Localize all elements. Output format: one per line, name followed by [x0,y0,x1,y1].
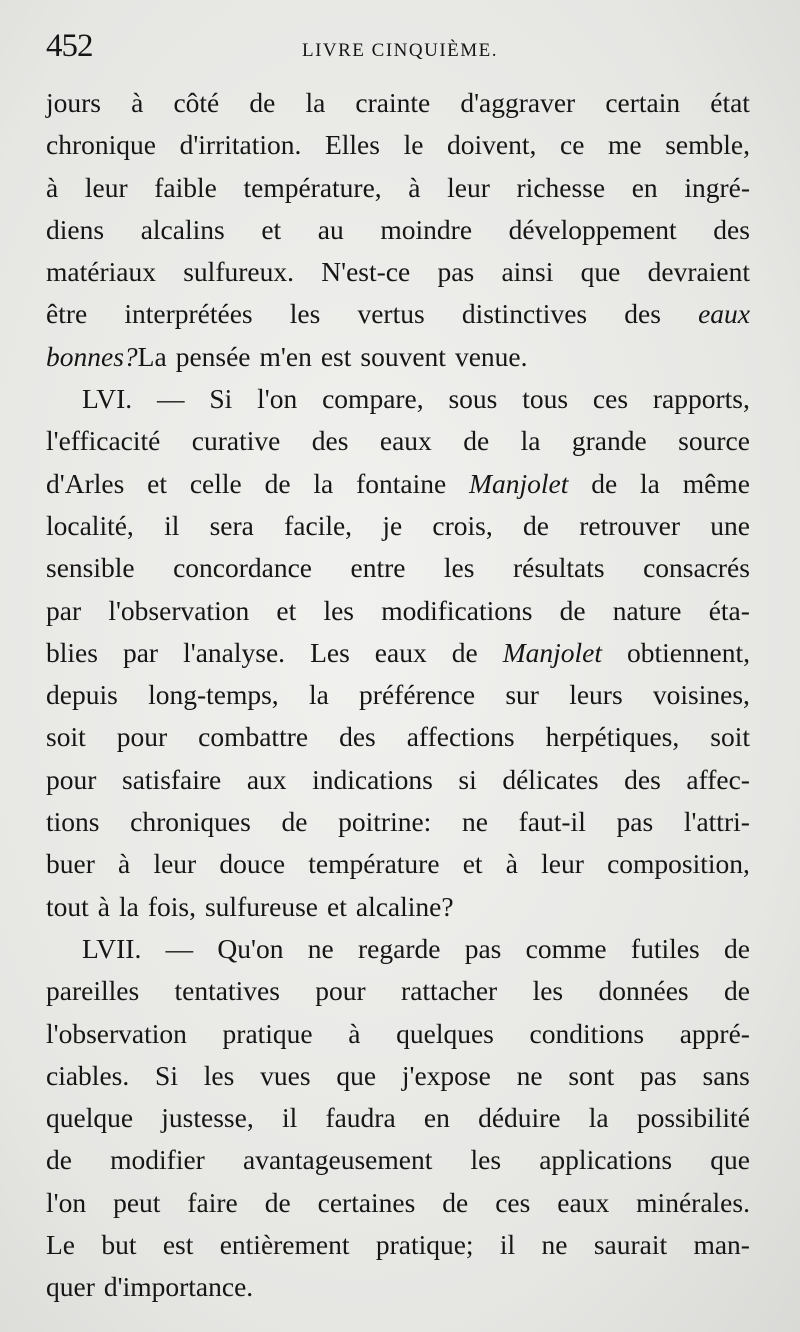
text-line: blies par l'analyse. Les eaux de Manjolet obtiennent, [46,636,750,668]
text-line: buer à leur douce température et à leur composition, [46,848,750,880]
text-line: l'observation pratique à quelques conditions appré- [46,1017,750,1049]
text-line: par l'observation et les modifications de nature éta- [46,594,750,626]
text-line: quer d'importance. [46,1271,254,1303]
text-line: LVII. — Qu'on ne regarde pas comme futiles de [82,932,750,964]
text-line: soit pour combattre des affections herpétiques, soit [46,721,750,753]
text-line: tout à la fois, sulfureuse et alcaline? [46,890,454,922]
body-text [46,82,750,1309]
text-line: chronique d'irritation. Elles le doivent, ce me semble, [46,129,750,161]
text-line: matériaux sulfureux. N'est-ce pas ainsi que devraient [46,256,750,288]
running-title: LIVRE CINQUIÈME. [301,40,499,61]
text-line: tions chroniques de poitrine: ne faut-il pas l'attri- [46,806,750,838]
text-line: ciables. Si les vues que j'expose ne sont pas sans [46,1059,750,1091]
text-line: quelque justesse, il faudra en déduire la possibilité [46,1102,750,1134]
text-line: depuis long-temps, la préférence sur leurs voisines, [46,679,750,711]
text-line: l'on peut faire de certaines de ces eaux minérales. [46,1186,750,1218]
text-line: LVI. — Si l'on compare, sous tous ces rapports, [82,383,750,415]
text-line: sensible concordance entre les résultats consacrés [46,552,750,584]
text-line: l'efficacité curative des eaux de la grande source [46,425,750,457]
text-line: d'Arles et celle de la fontaine Manjolet de la même [46,467,750,499]
text-line: à leur faible température, à leur richesse en ingré- [46,171,750,203]
text-line: bonnes? La pensée m'en est souvent venue. [46,340,528,372]
page-number: 452 [46,28,93,64]
text-line: de modifier avantageusement les applications que [46,1144,750,1176]
text-line: localité, il sera facile, je crois, de retrouver une [46,509,750,541]
text-line: pareilles tentatives pour rattacher les données de [46,975,750,1007]
text-line: diens alcalins et au moindre développement des [46,213,750,245]
text-line: pour satisfaire aux indications si délicates des affec- [46,763,750,795]
page-header [0,28,800,72]
text-line: jours à côté de la crainte d'aggraver certain état [46,87,750,118]
text-line: Le but est entièrement pratique; il ne saurait man- [46,1229,750,1261]
text-line: être interprétées les vertus distinctives des eaux [46,298,750,330]
